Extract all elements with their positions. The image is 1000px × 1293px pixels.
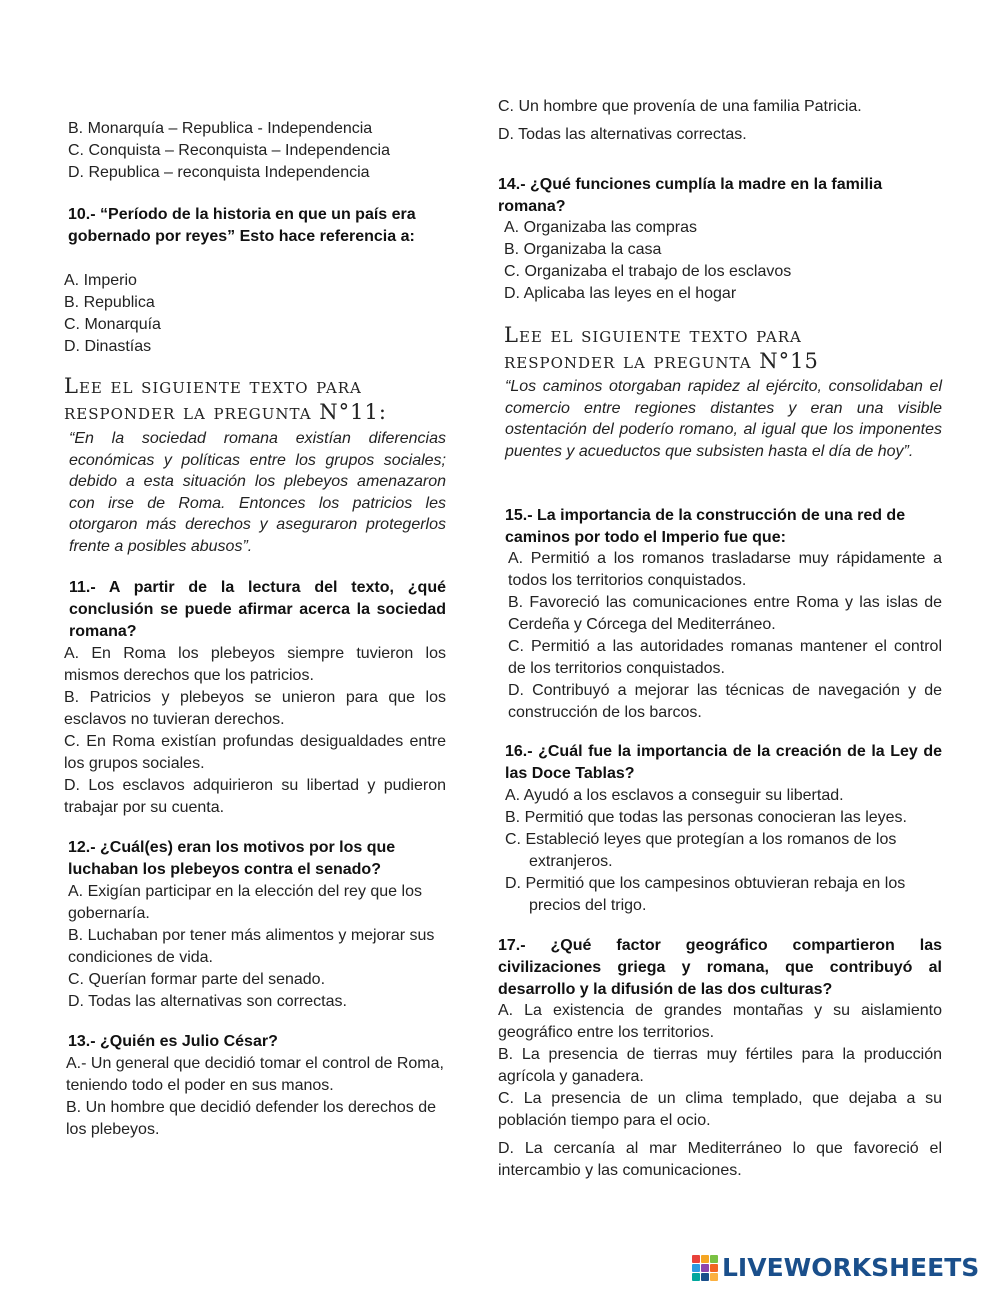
reading11-heading-line2: responder la pregunta N°11: [64,400,387,424]
q11-question: 11.- A partir de la lectura del texto, ¿qué conclusión se puede afirmar acerca la sociedad romana? [69,579,446,640]
reading11-heading-line1: Lee el siguiente texto para [64,374,362,398]
q13-option-d[interactable]: D. Todas las alternativas correctas. [498,126,747,143]
q17-option-d[interactable]: D. La cercanía al mar Mediterráneo lo que favoreció el intercambio y las comunicaciones. [498,1140,942,1179]
reading15-heading-line1: Lee el siguiente texto para [504,323,802,347]
q17-option-b[interactable]: B. La presencia de tierras muy fértiles para la producción agrícola y ganadera. [498,1046,942,1085]
q9-options [68,118,446,184]
q12-option-b[interactable]: B. Luchaban por tener más alimentos y mejorar sus condiciones de vida. [68,927,435,966]
logo-square [710,1255,718,1263]
q17-question: 17.- ¿Qué factor geográfico compartieron las civilizaciones griega y romana, que contribuyó al desarrollo y la difusión de las dos culturas? [498,937,942,998]
q10-options [64,270,446,358]
q10-question: 10.- “Período de la historia en que un país era gobernado por reyes” Esto hace referencia a: [68,206,416,245]
q17-option-a[interactable]: A. La existencia de grandes montañas y su aislamiento geográfico entre los territorios. [498,1002,942,1041]
q9-option-b[interactable]: B. Monarquía – Republica - Independencia [68,120,373,137]
logo-square [710,1273,718,1281]
q14-options [504,217,942,305]
reading11-text: “En la sociedad romana existían diferencias económicas y políticas entre los grupos sociales; debido a esta situación los plebeyos amenazaron con irse de Roma. Entonces los patricios les otorgaron más derechos y aseguraron protegerlos frente a posibles abusos”. [69,430,446,555]
reading15-heading [504,322,942,374]
q16-option-a[interactable]: A. Ayudó a los esclavos a conseguir su libertad. [505,787,844,804]
q13-options [66,1053,446,1141]
reading11-heading [64,373,446,425]
q11-option-d[interactable]: D. Los esclavos adquirieron su libertad y pudieron trabajar por su cuenta. [64,777,446,816]
q15-option-b[interactable]: B. Favoreció las comunicaciones entre Roma y las islas de Cerdeña y Córcega del Mediterráneo. [508,594,942,633]
q12-option-a[interactable]: A. Exigían participar en la elección del rey que los gobernaría. [68,883,422,922]
q17-option-c[interactable]: C. La presencia de un clima templado, que dejaba a su población tiempo para el ocio. [498,1090,942,1129]
logo-text: LIVEWORKSHEETS [722,1253,980,1282]
logo-square [701,1264,709,1272]
q11-option-b[interactable]: B. Patricios y plebeyos se unieron para que los esclavos no tuvieran derechos. [64,689,446,728]
q15-option-a[interactable]: A. Permitió a los romanos trasladarse muy rápidamente a todos los territorios conquistados. [508,550,942,589]
logo-square [692,1273,700,1281]
q9-option-c[interactable]: C. Conquista – Reconquista – Independencia [68,142,390,159]
q15-options [508,548,942,724]
q12-options [68,881,446,1013]
logo-grid-icon [692,1255,718,1281]
logo-square [701,1255,709,1263]
q14-question: 14.- ¿Qué funciones cumplía la madre en la familia romana? [498,176,883,215]
q10-option-d[interactable]: D. Dinastías [64,338,152,355]
logo-square [692,1255,700,1263]
logo-square [710,1264,718,1272]
q15-question: 15.- La importancia de la construcción de una red de caminos por todo el Imperio fue que: [505,507,906,546]
q10-option-a[interactable]: A. Imperio [64,272,137,289]
q15-option-d[interactable]: D. Contribuyó a mejorar las técnicas de navegación y de construcción de los barcos. [508,682,942,721]
reading15-text: “Los caminos otorgaban rapidez al ejército, consolidaban el comercio entre regiones distantes y eran una visible ostentación del poderío romano, al igual que los imponentes puentes y acueductos que subsisten hasta el día de hoy”. [505,378,942,460]
logo-square [701,1273,709,1281]
q17-options [498,1000,942,1182]
q13-option-a[interactable]: A.- Un general que decidió tomar el control de Roma, teniendo todo el poder en sus manos. [66,1055,444,1094]
q14-option-c[interactable]: C. Organizaba el trabajo de los esclavos [504,263,792,280]
q13-question: 13.- ¿Quién es Julio César? [68,1033,278,1050]
q12-option-d[interactable]: D. Todas las alternativas son correctas. [68,993,347,1010]
q16-option-d[interactable]: D. Permitió que los campesinos obtuvieran rebaja en los precios del trigo. [505,875,906,914]
logo-square [692,1264,700,1272]
liveworksheets-logo [692,1252,992,1284]
q14-option-a[interactable]: A. Organizaba las compras [504,219,697,236]
q14-option-d[interactable]: D. Aplicaba las leyes en el hogar [504,285,737,302]
reading15-heading-line2: responder la pregunta N°15 [504,349,819,373]
q12-question: 12.- ¿Cuál(es) eran los motivos por los que luchaban los plebeyos contra el senado? [68,839,396,878]
q13-option-c[interactable]: C. Un hombre que provenía de una familia Patricia. [498,98,862,115]
q15-option-c[interactable]: C. Permitió a las autoridades romanas mantener el control de los territorios conquistados. [508,638,942,677]
q14-option-b[interactable]: B. Organizaba la casa [504,241,662,258]
q11-options [64,643,446,819]
q11-option-a[interactable]: A. En Roma los plebeyos siempre tuvieron los mismos derechos que los patricios. [64,645,446,684]
q16-option-c[interactable]: C. Estableció leyes que protegían a los romanos de los extranjeros. [505,831,897,870]
q16-options [505,785,942,917]
q16-question: 16.- ¿Cuál fue la importancia de la creación de la Ley de las Doce Tablas? [505,743,942,782]
q13-options-cont [498,96,942,146]
q10-option-c[interactable]: C. Monarquía [64,316,161,333]
q11-option-c[interactable]: C. En Roma existían profundas desigualdades entre los grupos sociales. [64,733,446,772]
q12-option-c[interactable]: C. Querían formar parte del senado. [68,971,326,988]
q13-option-b[interactable]: B. Un hombre que decidió defender los derechos de los plebeyos. [66,1099,437,1138]
q16-option-b[interactable]: B. Permitió que todas las personas conocieran las leyes. [505,809,907,826]
q10-option-b[interactable]: B. Republica [64,294,155,311]
q9-option-d[interactable]: D. Republica – reconquista Independencia [68,164,370,181]
